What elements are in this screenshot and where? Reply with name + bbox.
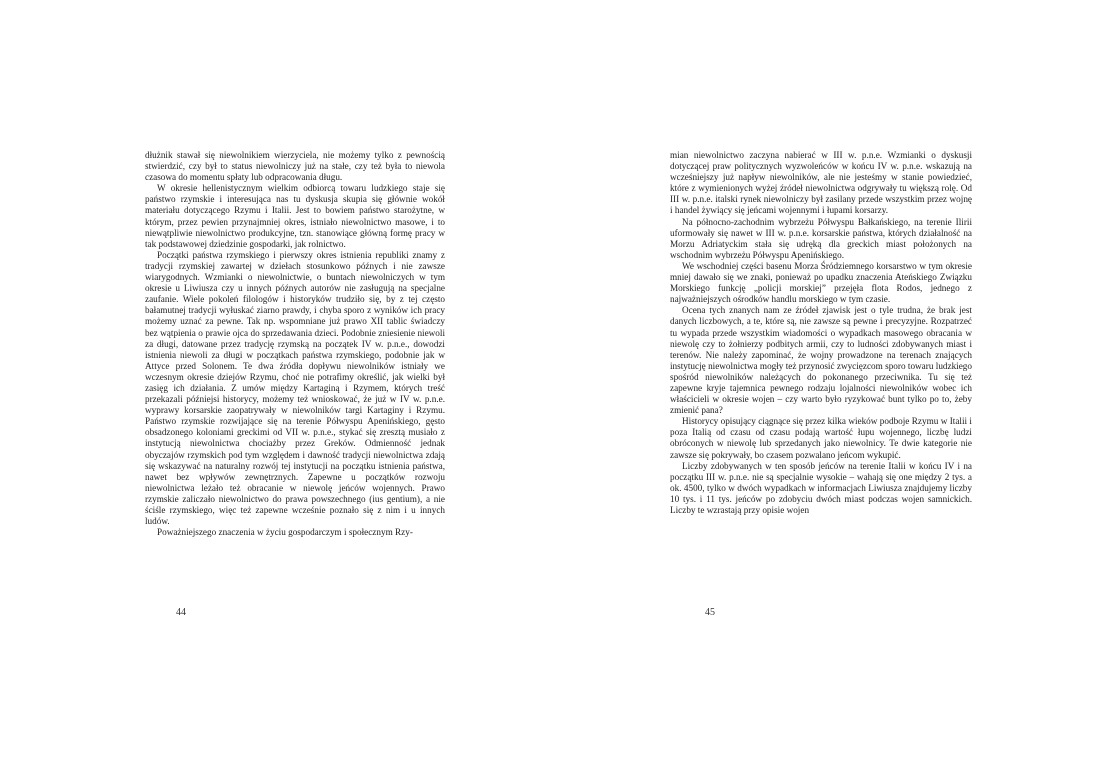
page-number-right: 45 (705, 607, 715, 618)
paragraph: Liczby zdobywanych w ten sposób jeńców na terenie Italii w końcu IV i na początku III w. p.n.e. nie są specjalnie wysokie – wahają się one między 2 tys. a ok. 4500, tylko w dwóch wypadkach w informacjach Liwiusza znajdujemy liczby 10 tys. i 11 tys. jeńców po zdobyciu dwóch miast podczas wojen samnickich. Liczby te wzrastają przy opisie wojen (670, 460, 972, 515)
paragraph: Historycy opisujący ciągnące się przez kilka wieków podboje Rzymu w Italii i poza Italią od czasu od czasu podają wartość łupu wojennego, liczbę ludzi obróconych w niewolę lub sprzedanych jako niewolnicy. Te dwie kategorie nie zawsze się pokrywały, bo czasem pozwalano jeńcom wykupić. (670, 416, 972, 460)
paragraph: dłużnik stawał się niewolnikiem wierzyciela, nie możemy tylko z pewnością stwierdzić, czy był to status niewolniczy już na stałe, czy też była to niewola czasowa do momentu spłaty lub odpracowania długu. (145, 150, 445, 183)
paragraph: W okresie hellenistycznym wielkim odbiorcą towaru ludzkiego staje się państwo rzymskie i interesująca nas tu dyskusja skupia się głównie wokół materiału dotyczącego Rzymu i Italii. Jest to bowiem państwo starożytne, w którym, przez pewien przynajmniej okres, istniało niewolnictwo masowe, i to niewątpliwie niewolnictwo produkcyjne, tzn. stanowiące główną formę pracy w tak podstawowej dziedzinie gospodarki, jak rolnictwo. (145, 183, 445, 249)
right-page-text (670, 150, 972, 516)
paragraph: Początki państwa rzymskiego i pierwszy okres istnienia republiki znamy z tradycji rzymskiej zawartej w dziełach stosunkowo późnych i nie zawsze wiarygodnych. Wzmianki o niewolnictwie, o buntach niewolniczych w tym okresie u Liwiusza czy u innych późnych autorów nie zasługują na specjalne zaufanie. Wiele pokoleń filologów i historyków trudziło się, by z tej często bałamutnej tradycji wyłuskać ziarno prawdy, i chyba sporo z wyników ich pracy możemy uznać za pewne. Tak np. wspomniane już prawo XII tablic świadczy bez wątpienia o prawie ojca do sprzedawania dzieci. Podobnie zniesienie niewoli za długi, datowane przez tradycję rzymską na początek IV w. p.n.e., dowodzi istnienia niewoli za długi w początkach państwa rzymskiego, podobnie jak w Attyce przed Solonem. Te dwa źródła dopływu niewolników istniały we wczesnym okresie dziejów Rzymu, choć nie potrafimy określić, jak wielki był zasięg ich działania. Z umów między Kartaginą i Rzymem, których treść przekazali późniejsi historycy, możemy też wnioskować, że już w IV w. p.n.e. wyprawy korsarskie zaopatrywały w niewolników targi Kartaginy i Rzymu. Państwo rzymskie rozwijające się na terenie Półwyspu Apenińskiego, gęsto obsadzonego koloniami greckimi od VII w. p.n.e., stykać się zresztą musiało z instytucją niewolnictwa chociażby przez Greków. Odmienność jednak obyczajów rzymskich pod tym względem i dawność tradycji niewolnictwa zdają się wskazywać na naturalny rozwój tej instytucji na początku istnienia państwa, nawet bez wpływów zewnętrznych. Zapewne u początków rozwoju niewolnictwa leżało też obracanie w niewolę jeńców wojennych. Prawo rzymskie zaliczało niewolnictwo do prawa powszechnego (ius gentium), a nie ściśle rzymskiego, więc też zapewne wcześnie poznało się z nim i u innych ludów. (145, 249, 445, 527)
left-page-text (145, 150, 445, 538)
paragraph: mian niewolnictwo zaczyna nabierać w III w. p.n.e. Wzmianki o dyskusji dotyczącej praw politycznych wyzwoleńców w końcu IV w. p.n.e. wskazują na wcześniejszy już napływ niewolników, ale nie jesteśmy w stanie powiedzieć, które z wymienionych wyżej źródeł niewolnictwa odgrywały tu większą rolę. Od III w. p.n.e. italski rynek niewolniczy był zasilany przede wszystkim przez wojnę i handel żywiący się jeńcami wojennymi i łupami korsarzy. (670, 150, 972, 216)
paragraph: Ocena tych znanych nam ze źródeł zjawisk jest o tyle trudna, że brak jest danych liczbowych, a te, które są, nie zawsze są pewne i precyzyjne. Rozpatrzeć tu wypada przede wszystkim wiadomości o wypadkach masowego obracania w niewolę czy to żołnierzy podbitych armii, czy to ludności zdobywanych miast i terenów. Nie należy zapominać, że wojny prowadzone na terenach znających instytucję niewolnictwa mogły też przynosić zwycięzcom sporo towaru ludzkiego spośród niewolników należących do pokonanego przeciwnika. Tu się też zapewne kryje tajemnica pewnego rodzaju lojalności niewolników wobec ich właścicieli w okresie wojen – czy warto było ryzykować bunt tylko po to, żeby zmienić pana? (670, 305, 972, 416)
page-number-left: 44 (176, 607, 186, 618)
paragraph: Poważniejszego znaczenia w życiu gospodarczym i społecznym Rzy- (157, 527, 413, 538)
paragraph: Na północno-zachodnim wybrzeżu Półwyspu Bałkańskiego, na terenie Ilirii uformowały się nawet w III w. p.n.e. korsarskie państwa, których działalność na Morzu Adriatyckim stała się udręką dla greckich miast położonych na wschodnim wybrzeżu Półwyspu Apenińskiego. (670, 216, 972, 260)
paragraph: We wschodniej części basenu Morza Śródziemnego korsarstwo w tym okresie mniej dawało się we znaki, ponieważ po upadku znaczenia Ateńskiego Związku Morskiego funkcję „policji morskiej” przejęła flota Rodos, jednego z najważniejszych ośrodków handlu morskiego w tym czasie. (670, 260, 972, 305)
